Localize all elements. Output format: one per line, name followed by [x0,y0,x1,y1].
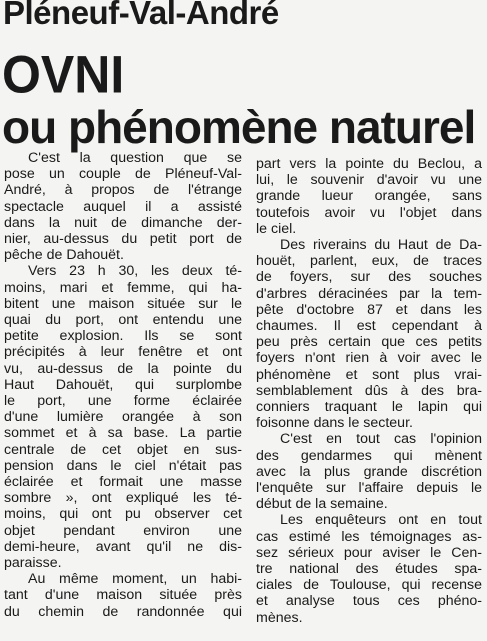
article-text-line: semblablement dûs à des bra- [256,382,482,399]
article-text-line: peu près certain que ces petits [256,334,482,351]
article-text-line: sommet et à sa base. La partie [4,425,242,442]
article-text-line: foisonne dans le secteur. [256,415,413,432]
article-text-line: avec la plus grande discrétion [256,463,482,480]
article-text-line: grande lueur orangée, sans [256,188,482,205]
article-text-line: pose un couple de Pléneuf-Val- [4,166,242,183]
article-text-line: pêche de Dahouët. [4,247,124,264]
article-text-line: C'est la question que se [28,150,242,166]
article-text-line: paraisse. [4,555,62,572]
article-text-line: le ciel. [256,220,297,237]
article-text-line: d'arbres déracinées par la tem- [256,285,482,302]
article-text-line: le port, une forme éclairée [4,393,242,410]
article-text-line: Haut Dahouët, qui surplombe [4,376,242,393]
article-text-line: chaumes. Il est cependant à [256,318,482,335]
article-text-line: part vers la pointe du Beclou, a [256,156,482,172]
headline-line-2: ou phénomène naturel [2,101,476,153]
article-text-line: bitent une maison située sur le [4,295,242,312]
article-text-line: des gendarmes qui mènent [256,447,482,464]
article-text-line: quai du port, ont entendu une [4,312,242,329]
article-text-line: demi-heure, avant qu'il ne dis- [4,538,242,555]
article-text-line: Des riverains du Haut de Da- [280,237,482,254]
article-text-line: toutefois avoir vu l'objet dans [256,204,482,221]
article-text-line: lui, le souvenir d'avoir vu une [256,172,482,189]
article-text-line: Au même moment, un habi- [28,571,242,588]
article-text-line: conniers traquant le lapin qui [256,399,482,416]
article-text-line: de foyers, sur des souches [256,269,482,286]
article-text-line: éclairée et formait une masse [4,474,242,491]
article-text-line: sez sérieux pour aviser le Cen- [256,544,482,561]
article-text-line: phénomène et sont plus vrai- [256,366,482,383]
article-text-line: l'enquête sur l'affaire depuis le [256,480,482,497]
article-text-line: tre national des études spa- [256,561,482,578]
article-text-line: d'une lumière orangée à son [4,409,242,426]
article-text-line: Les enquêteurs ont en tout [280,512,482,529]
article-column-left [4,150,242,620]
article-text-line: centrale de cet objet en sus- [4,441,242,458]
article-text-line: C'est en tout cas l'opinion [280,431,482,448]
article-text-line: début de la semaine. [256,496,388,513]
article-text-line: dans la nuit de dimanche der- [4,214,242,231]
article-text-line: moins, qui ont pu observer cet [4,506,242,523]
article-text-line: mènes. [256,609,303,626]
article-text-line: spectacle auquel il a assisté [4,198,242,215]
article-text-line: précipités à leur fenêtre et ont [4,344,242,361]
article-text-line: André, à propos de l'étrange [4,182,242,199]
article-text-line: sombre », ont expliqué les té- [4,490,242,507]
article-kicker: Pléneuf-Val-André [3,0,279,31]
article-text-line: foyers n'ont rien à voir avec le [256,350,482,367]
article-text-line: pête d'octobre 87 et dans les [256,301,482,318]
article-text-line: et analyse tous ces phéno- [256,593,482,610]
article-text-line: ciales de Toulouse, qui recense [256,577,482,594]
article-text-line: nier, au-dessus du petit port de [4,231,242,248]
article-text-line: tant d'une maison située près [4,587,242,604]
article-text-line: du chemin de randonnée qui [4,603,242,620]
headline-line-1: OVNI [2,45,125,104]
article-text-line: cas estimé les témoignages as- [256,528,482,545]
article-text-line: houët, parlent, eux, de traces [256,253,482,270]
article-text-line: Vers 23 h 30, les deux té- [28,263,242,280]
article-text-line: objet pendant environ une [4,522,242,539]
article-text-line: moins, mari et femme, qui ha- [4,279,242,296]
article-text-line: petite explosion. Ils se sont [4,328,242,345]
article-column-right [256,156,482,626]
article-text-line: vu, au-dessus de la pointe du [4,360,242,377]
article-text-line: pension dans le ciel n'était pas [4,457,242,474]
